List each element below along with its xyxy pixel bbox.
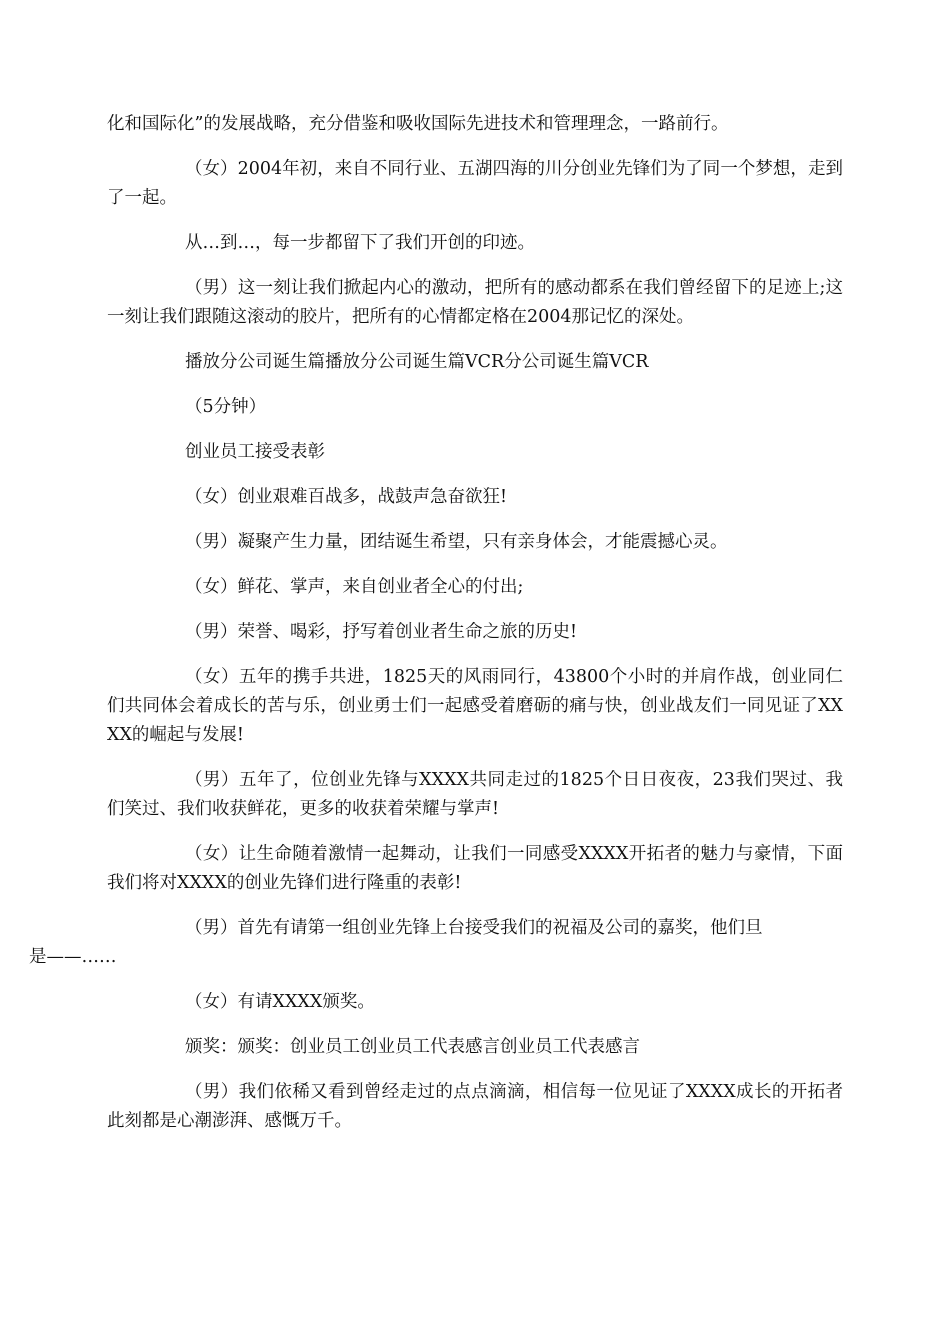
paragraph-female-present: （女）有请XXXX颁奖。 (185, 992, 375, 1012)
paragraph-male-invite (29, 914, 843, 972)
section-heading-awards: 创业员工接受表彰 (185, 442, 325, 462)
paragraph-duration: （5分钟） (185, 397, 267, 417)
paragraph-male-moment: （男）这一刻让我们掀起内心的激动，把所有的感动都系在我们曾经留下的足迹上;这一刻让我们跟随这滚动的胶片，把所有的心情都定格在2004那记忆的深处。 (107, 278, 843, 327)
paragraph-female-five-years: （女）五年的携手共进，1825天的风雨同行，43800个小时的并肩作战，创业同仁们共同体会着成长的苦与乐，创业勇士们一起感受着磨砺的痛与快，创业战友们一同见证了XXXX的崛起与发展! (107, 667, 843, 745)
paragraph-male-five-years: （男）五年了，位创业先锋与XXXX共同走过的1825个日日夜夜，23我们哭过、我们笑过、我们收获鲜花，更多的收获着荣耀与掌声! (107, 770, 843, 819)
paragraph-male-honor: （男）荣誉、喝彩，抒写着创业者生命之旅的历史! (185, 622, 578, 642)
invite-line-2: 是——…… (29, 947, 117, 967)
paragraph-male-memories: （男）我们依稀又看到曾经走过的点点滴滴，相信每一位见证了XXXX成长的开拓者此刻都是心潮澎湃、感慨万千。 (107, 1082, 843, 1131)
paragraph-female-2004: （女）2004年初，来自不同行业、五湖四海的川分创业先锋们为了同一个梦想，走到了一起。 (107, 159, 843, 208)
paragraph-female-flowers: （女）鲜花、掌声，来自创业者全心的付出; (185, 577, 524, 597)
paragraph-award-speech: 颁奖：颁奖：创业员工创业员工代表感言创业员工代表感言 (185, 1037, 640, 1057)
paragraph-vcr-play: 播放分公司诞生篇播放分公司诞生篇VCR分公司诞生篇VCR (185, 352, 649, 372)
paragraph-female-hardship: （女）创业艰难百战多，战鼓声急奋欲狂! (185, 487, 508, 507)
invite-line-1: （男）首先有请第一组创业先锋上台接受我们的祝福及公司的嘉奖，他们旦 (185, 918, 763, 938)
paragraph-female-dance: （女）让生命随着激情一起舞动，让我们一同感受XXXX开拓者的魅力与豪情，下面我们将对XXXX的创业先锋们进行隆重的表彰! (107, 844, 843, 893)
paragraph-continuation: 化和国际化”的发展战略，充分借鉴和吸收国际先进技术和管理理念，一路前行。 (107, 114, 729, 134)
paragraph-male-unity: （男）凝聚产生力量，团结诞生希望，只有亲身体会，才能震撼心灵。 (185, 532, 728, 552)
document-body (29, 110, 843, 1152)
paragraph-footprints: 从…到…，每一步都留下了我们开创的印迹。 (185, 233, 535, 253)
